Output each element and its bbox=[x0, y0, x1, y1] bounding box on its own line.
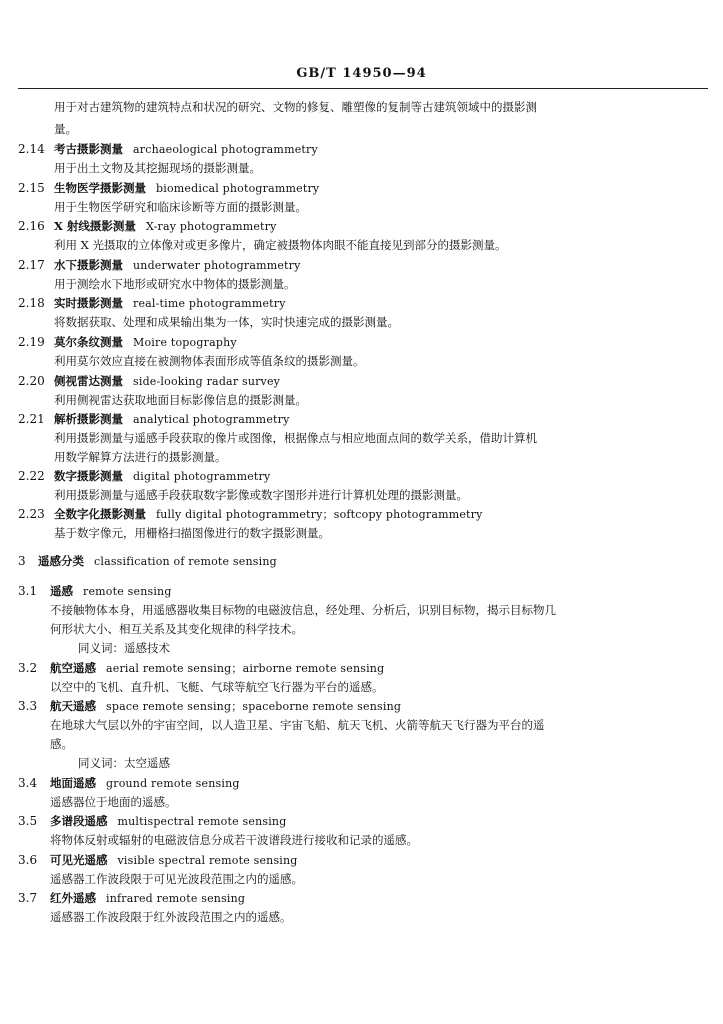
entry-heading bbox=[54, 411, 290, 428]
term-en: infrared remote sensing bbox=[106, 892, 246, 905]
entry-body: 用于测绘水下地形或研究水中物体的摄影测量。 bbox=[54, 277, 296, 291]
term-zh: 水下摄影测量 bbox=[54, 258, 123, 272]
entry-number: 2.14 bbox=[18, 142, 45, 156]
entry-number: 2.21 bbox=[18, 412, 45, 426]
term-zh: 航空遥感 bbox=[50, 661, 96, 675]
term-zh: 生物医学摄影测量 bbox=[54, 181, 146, 195]
entry-heading bbox=[54, 141, 318, 158]
entry-body: 利用摄影测量与遥感手段获取数字影像或数字图形并进行计算机处理的摄影测量。 bbox=[54, 488, 468, 502]
entry-number: 3.1 bbox=[18, 584, 38, 598]
entry-heading bbox=[54, 180, 319, 197]
entry-heading bbox=[54, 468, 270, 485]
header-rule bbox=[18, 88, 708, 89]
term-en: remote sensing bbox=[83, 585, 172, 598]
entry-heading bbox=[50, 660, 384, 677]
term-en: analytical photogrammetry bbox=[133, 413, 290, 426]
entry-heading bbox=[50, 583, 172, 600]
entry-body: 何形状大小、相互关系及其变化规律的科学技术。 bbox=[50, 622, 303, 636]
term-zh: 全数字化摄影测量 bbox=[54, 507, 146, 521]
entry-heading bbox=[54, 295, 286, 312]
entry-number: 3.2 bbox=[18, 661, 38, 675]
term-zh: 地面遥感 bbox=[50, 776, 96, 790]
entry-number: 3.5 bbox=[18, 814, 38, 828]
entry-heading bbox=[54, 218, 277, 235]
entry-heading bbox=[50, 890, 245, 907]
term-zh: 莫尔条纹测量 bbox=[54, 335, 123, 349]
term-zh: 遥感 bbox=[50, 584, 73, 598]
entry-body: 以空中的飞机、直升机、飞艇、气球等航空飞行器为平台的遥感。 bbox=[50, 680, 384, 694]
section-number: 3 bbox=[18, 554, 26, 568]
entry-body: 利用 X 光摄取的立体像对或更多像片，确定被摄物体肉眼不能直接见到部分的摄影测量。 bbox=[54, 238, 507, 252]
entry-body: 遥感器位于地面的遥感。 bbox=[50, 795, 177, 809]
entry-body: 感。 bbox=[50, 737, 73, 751]
term-en: archaeological photogrammetry bbox=[133, 143, 318, 156]
section-heading bbox=[38, 553, 277, 570]
entry-heading bbox=[54, 373, 280, 390]
term-en: real-time photogrammetry bbox=[133, 297, 286, 310]
term-zh: 侧视雷达测量 bbox=[54, 374, 123, 388]
term-en: digital photogrammetry bbox=[133, 470, 271, 483]
term-en: multispectral remote sensing bbox=[117, 815, 287, 828]
synonym: 同义词：遥感技术 bbox=[78, 641, 170, 655]
entry-number: 3.4 bbox=[18, 776, 38, 790]
entry-heading bbox=[54, 257, 301, 274]
intro-line: 用于对古建筑物的建筑特点和状况的研究、文物的修复、雕塑像的复制等古建筑领域中的摄影测 bbox=[54, 100, 537, 114]
term-en: ground remote sensing bbox=[106, 777, 240, 790]
term-en: Moire topography bbox=[133, 336, 237, 349]
term-zh: 实时摄影测量 bbox=[54, 296, 123, 310]
entry-body: 利用莫尔效应直接在被测物体表面形成等值条纹的摄影测量。 bbox=[54, 354, 365, 368]
entry-body: 用数学解算方法进行的摄影测量。 bbox=[54, 450, 227, 464]
term-zh: 红外遥感 bbox=[50, 891, 96, 905]
entry-number: 2.22 bbox=[18, 469, 45, 483]
entry-number: 3.3 bbox=[18, 699, 38, 713]
term-en: underwater photogrammetry bbox=[133, 259, 301, 272]
entry-heading bbox=[54, 334, 237, 351]
entry-body: 将数据获取、处理和成果输出集为一体，实时快速完成的摄影测量。 bbox=[54, 315, 399, 329]
entry-body: 不接触物体本身，用遥感器收集目标物的电磁波信息，经处理、分析后，识别目标物，揭示目标物几 bbox=[50, 603, 556, 617]
entry-number: 2.15 bbox=[18, 181, 45, 195]
term-zh: 可见光遥感 bbox=[50, 853, 108, 867]
entry-body: 利用摄影测量与遥感手段获取的像片或图像，根据像点与相应地面点间的数学关系，借助计算机 bbox=[54, 431, 537, 445]
entry-number: 2.23 bbox=[18, 507, 45, 521]
entry-number: 2.18 bbox=[18, 296, 45, 310]
entry-body: 遥感器工作波段限于可见光波段范围之内的遥感。 bbox=[50, 872, 303, 886]
entry-body: 利用侧视雷达获取地面目标影像信息的摄影测量。 bbox=[54, 393, 307, 407]
term-en: space remote sensing；spaceborne remote sensing bbox=[106, 700, 402, 713]
term-zh: 解析摄影测量 bbox=[54, 412, 123, 426]
section-title-en: classification of remote sensing bbox=[94, 555, 277, 568]
entry-number: 2.19 bbox=[18, 335, 45, 349]
term-en: X-ray photogrammetry bbox=[145, 220, 277, 233]
entry-heading bbox=[50, 775, 240, 792]
term-zh: X 射线摄影测量 bbox=[54, 219, 136, 233]
synonym: 同义词：太空遥感 bbox=[78, 756, 170, 770]
entry-number: 2.17 bbox=[18, 258, 45, 272]
term-zh: 考古摄影测量 bbox=[54, 142, 123, 156]
term-zh: 多谱段遥感 bbox=[50, 814, 108, 828]
entry-number: 3.6 bbox=[18, 853, 38, 867]
term-zh: 航天遥感 bbox=[50, 699, 96, 713]
term-en: biomedical photogrammetry bbox=[156, 182, 320, 195]
term-en: side-looking radar survey bbox=[133, 375, 281, 388]
entry-heading bbox=[50, 813, 286, 830]
entry-heading bbox=[50, 852, 298, 869]
entry-number: 2.20 bbox=[18, 374, 45, 388]
term-zh: 数字摄影测量 bbox=[54, 469, 123, 483]
term-en: aerial remote sensing；airborne remote sensing bbox=[106, 662, 385, 675]
entry-body: 遥感器工作波段限于红外波段范围之内的遥感。 bbox=[50, 910, 292, 924]
page-header: GB/T 14950—94 bbox=[296, 66, 427, 81]
entry-body: 用于生物医学研究和临床诊断等方面的摄影测量。 bbox=[54, 200, 307, 214]
entry-number: 2.16 bbox=[18, 219, 45, 233]
entry-heading bbox=[54, 506, 483, 523]
intro-line: 量。 bbox=[54, 122, 77, 136]
entry-heading bbox=[50, 698, 401, 715]
entry-number: 3.7 bbox=[18, 891, 38, 905]
entry-body: 用于出土文物及其挖掘现场的摄影测量。 bbox=[54, 161, 261, 175]
entry-body: 将物体反射或辐射的电磁波信息分成若干波谱段进行接收和记录的遥感。 bbox=[50, 833, 418, 847]
term-en: fully digital photogrammetry；softcopy photogrammetry bbox=[156, 508, 483, 521]
term-en: visible spectral remote sensing bbox=[117, 854, 298, 867]
entry-body: 基于数字像元，用栅格扫描图像进行的数字摄影测量。 bbox=[54, 526, 330, 540]
entry-body: 在地球大气层以外的宇宙空间，以人造卫星、宇宙飞船、航天飞机、火箭等航天飞行器为平台的遥 bbox=[50, 718, 545, 732]
section-title-zh: 遥感分类 bbox=[38, 554, 84, 568]
